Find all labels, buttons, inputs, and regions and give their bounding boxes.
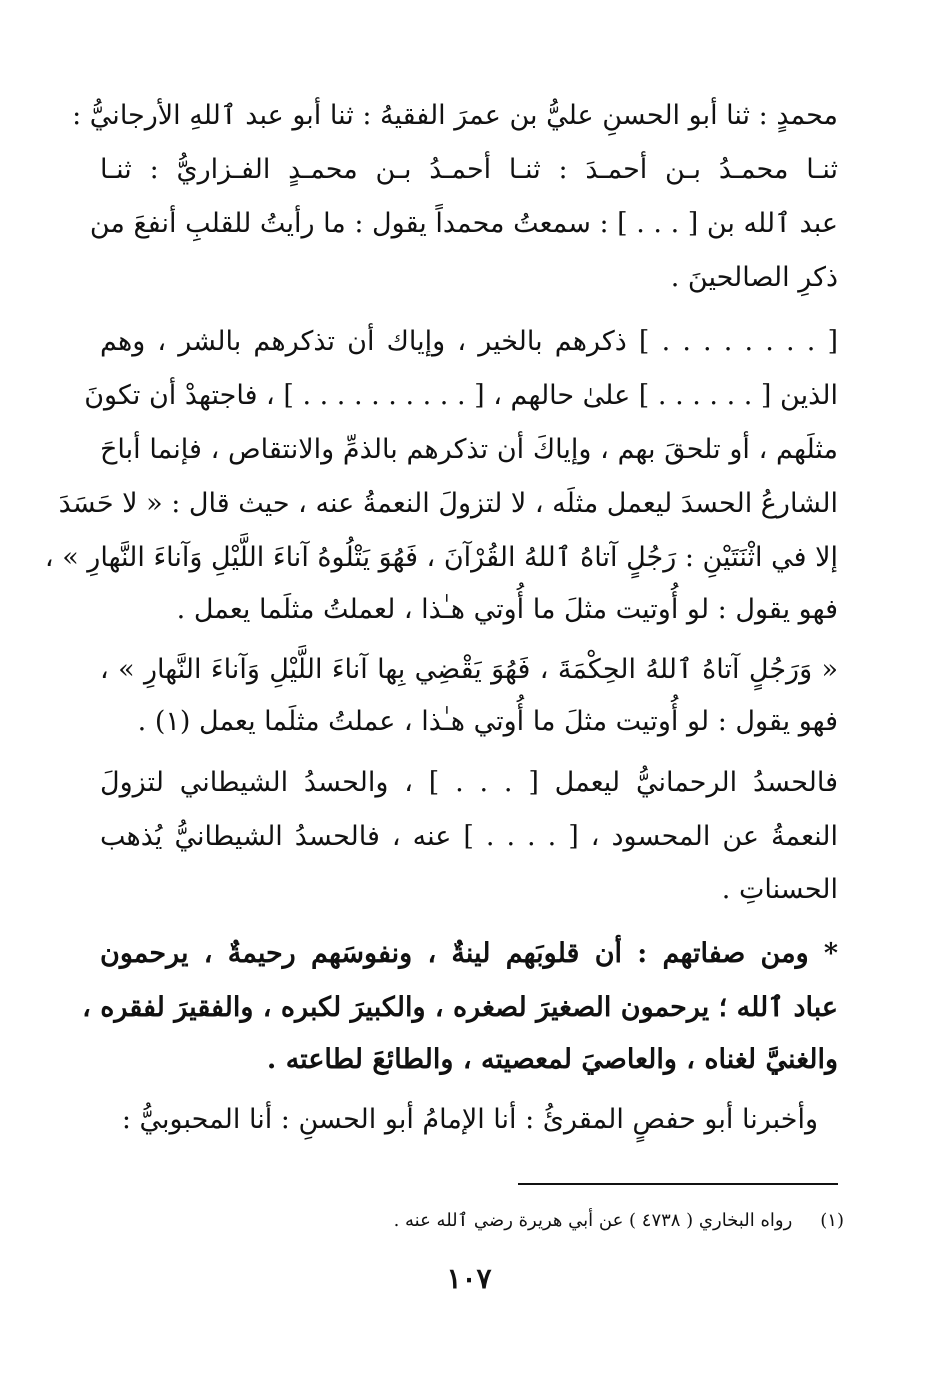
text-line: « وَرَجُلٍ آتاهُ ٱللهُ الحِكْمَةَ ، فَهُوَ يَقْضِي بِها آناءَ اللَّيْلِ وَآناءَ النَّهارِ » ، bbox=[100, 654, 838, 685]
text-line: ذكرِ الصالحينَ . bbox=[670, 262, 838, 293]
text-line-bold: عباد ٱلله ؛ يرحمون الصغيرَ لصغره ، والكبيرَ لكبره ، والفقيرَ لفقره ، bbox=[82, 992, 838, 1023]
text-line-bold: * ومن صفاتهم : أن قلوبَهم لينةٌ ، ونفوسَهم رحيمةٌ ، يرحمون bbox=[100, 938, 838, 969]
text-line: [ . . . . . . . . ] ذكرهم بالخير ، وإياك أن تذكرهم بالشر ، وهم bbox=[100, 326, 838, 357]
text-line: الذين [ . . . . . . ] علىٰ حالهم ، [ . . . . . . . . . . ] ، فاجتهدْ أن تكونَ bbox=[84, 380, 838, 411]
text-line: فهو يقول : لو أُوتيت مثلَ ما أُوتي هـٰذا ، لعملتُ مثلَما يعمل . bbox=[176, 594, 838, 625]
text-line: محمدٍ : ثنا أبو الحسنِ عليُّ بن عمرَ الفقيهُ : ثنا أبو عبد ٱللهِ الأرجانيُّ : bbox=[72, 100, 838, 131]
text-line: ثنـا محمـدُ بـن أحمـدَ : ثنـا أحمـدُ بـن محمـدٍ الفـزاريُّ : ثنـا bbox=[100, 154, 838, 185]
page-number: ١٠٧ bbox=[446, 1262, 492, 1295]
footnote-number: (١) bbox=[820, 1210, 844, 1231]
text-line: إلا في اثْنَتَيْنِ : رَجُلٍ آتاهُ ٱللهُ القُرْآنَ ، فَهُوَ يَتْلُوهُ آناءَ اللَّيْلِ وَآناءَ النَّهارِ » ، bbox=[44, 542, 838, 573]
footnote-divider bbox=[518, 1183, 838, 1185]
footnote bbox=[394, 1207, 844, 1235]
text-line: فهو يقول : لو أُوتيت مثلَ ما أُوتي هـٰذا ، عملتُ مثلَما يعمل (١) . bbox=[137, 706, 838, 737]
text-line: الحسناتِ . bbox=[721, 874, 838, 905]
text-line: الشارعُ الحسدَ ليعمل مثلَه ، لا لتزولَ النعمةُ عنه ، حيث قال : « لا حَسَدَ bbox=[58, 488, 838, 519]
text-line: فالحسدُ الرحمانيُّ ليعمل [ . . . ] ، والحسدُ الشيطاني لتزولَ bbox=[100, 767, 838, 798]
text-line: مثلَهم ، أو تلحقَ بهم ، وإياكَ أن تذكرهم بالذمِّ والانتقاص ، فإنما أباحَ bbox=[100, 434, 838, 465]
text-line: النعمةُ عن المحسود ، [ . . . . ] عنه ، فالحسدُ الشيطانيُّ يُذهب bbox=[100, 821, 838, 852]
text-line-bold: والغنيَّ لغناه ، والعاصيَ لمعصيته ، والطائعَ لطاعته . bbox=[266, 1044, 838, 1075]
text-line: عبد ٱلله بن [ . . . ] : سمعتُ محمداً يقول : ما رأيتُ للقلبِ أنفعَ من bbox=[89, 208, 838, 239]
text-line: وأخبرنا أبو حفصٍ المقرئُ : أنا الإمامُ أبو الحسنِ : أنا المحبوبيُّ : bbox=[121, 1104, 818, 1135]
footnote-text: رواه البخاري ( ٤٧٣٨ ) عن أبي هريرة رضي ٱلله عنه . bbox=[393, 1210, 793, 1231]
